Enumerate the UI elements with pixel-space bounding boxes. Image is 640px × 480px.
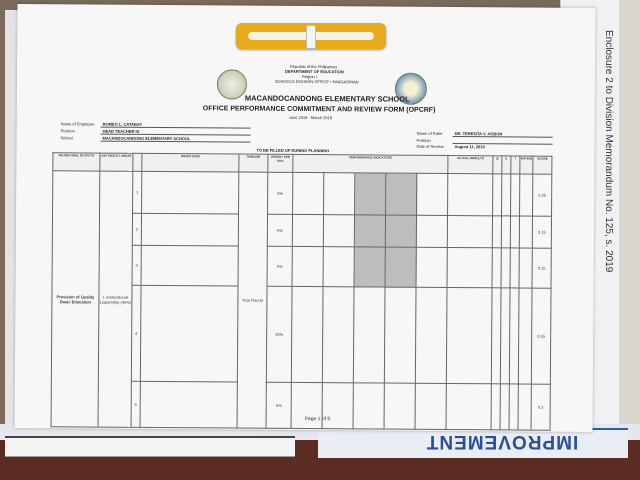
binder-clip <box>236 23 386 49</box>
indicator-cell <box>416 215 447 247</box>
header-kra: KEY RESULT AREAS <box>100 153 133 171</box>
indicator-cell <box>353 287 385 383</box>
e-cell <box>501 248 510 288</box>
rater-position-label: Position <box>416 137 431 143</box>
school-name: MACANDOCANDONG ELEMENTARY SCHOOL <box>244 93 410 104</box>
e-cell <box>500 384 509 430</box>
indicator-cell <box>354 247 385 287</box>
weight-cell: 15% <box>266 286 292 382</box>
row-number: 3 <box>132 245 141 285</box>
page-footer: Page 1 of 6 <box>304 416 331 423</box>
rating-cell <box>519 216 532 248</box>
rater-value: DR. TERESITA V. AGBON <box>454 131 503 137</box>
header-indicators: PERFORMANCE INDICATORS <box>293 154 448 173</box>
score-cell: 0.15 <box>532 248 551 288</box>
division-text: SCHOOLS DIVISION OFFICE • PANGASINAN <box>274 78 359 85</box>
position-label: Position <box>60 128 75 134</box>
deped-seal-icon <box>217 69 247 99</box>
timeline-cell: Year Round <box>237 172 268 428</box>
indicator-cell <box>384 383 415 429</box>
indicator-cell <box>416 247 447 287</box>
indicator-cell <box>292 214 323 246</box>
header-e: E <box>502 156 511 174</box>
republic-text: Republic of the Philippines <box>290 63 338 70</box>
indicator-cell <box>354 215 385 247</box>
indicator-cell <box>293 172 324 214</box>
school-label: School <box>60 135 73 141</box>
row-number: 5 <box>131 381 140 427</box>
objective-cell <box>141 213 238 246</box>
indicator-cell <box>323 215 354 247</box>
actual-result-cell <box>448 173 493 215</box>
side-document-caption: Enclosure 2 to Division Memorandum No. 125, s. 2019 <box>603 30 614 273</box>
indicator-cell <box>415 383 446 429</box>
header-mfo: MAJOR FINAL OUTPUTS <box>53 153 100 171</box>
score-cell: 0.25 <box>533 174 552 216</box>
weight-cell: 5% <box>266 382 291 428</box>
indicator-cell <box>384 287 416 383</box>
form-period: June 2018 - March 2019 <box>288 114 333 121</box>
objective-cell <box>141 245 238 286</box>
form-title: OFFICE PERFORMANCE COMMITMENT AND REVIEW FORM (OPCRF) <box>202 105 436 114</box>
q-cell <box>492 216 501 248</box>
t-cell <box>510 216 519 248</box>
t-cell <box>510 248 519 288</box>
header-actual: ACTUAL RESULTS <box>448 155 493 173</box>
t-cell <box>511 174 520 216</box>
indicator-cell <box>353 383 384 429</box>
weight-cell: 5% <box>267 246 292 286</box>
fill-note: TO BE FILLED UP DURING PLANNING <box>256 147 330 154</box>
header-weight: WEIGHT PER KRA <box>268 154 293 172</box>
score-cell: 0.15 <box>532 216 551 248</box>
indicator-cell <box>385 247 416 287</box>
row-number: 2 <box>132 213 141 245</box>
actual-result-cell <box>447 247 492 287</box>
rating-cell <box>519 248 532 288</box>
header-q: Q <box>493 156 502 174</box>
date-value: August 11, 2019 <box>454 144 485 150</box>
employee-name-value: ROMEO L. CATABAY <box>102 121 143 127</box>
school-value: MACANDOCANDONG ELEMENTARY SCHOOL <box>102 135 191 142</box>
indicator-cell <box>386 173 417 215</box>
objective-cell <box>142 171 239 214</box>
indicator-cell <box>292 246 323 286</box>
rating-cell <box>520 174 533 216</box>
rating-cell <box>518 288 532 384</box>
row-number: 1 <box>133 171 142 213</box>
indicator-cell <box>324 173 355 215</box>
actual-result-cell <box>446 383 491 429</box>
folder-label: IMPROVEMENT <box>425 431 579 452</box>
folder-strip <box>5 436 295 457</box>
kra-cell: I. Instructional Leadership (40%) <box>98 171 133 427</box>
actual-result-cell <box>447 215 492 247</box>
header-num <box>133 153 142 171</box>
e-cell <box>501 216 510 248</box>
indicator-cell <box>323 247 354 287</box>
objective-cell <box>140 381 237 428</box>
opcrf-table <box>51 152 553 430</box>
row-number: 4 <box>131 285 141 381</box>
score-cell: 0.2 <box>531 384 550 430</box>
indicator-cell <box>322 287 354 383</box>
indicator-cell <box>417 173 448 215</box>
date-label: Date of Review <box>416 143 444 149</box>
table-row <box>53 171 552 216</box>
q-cell <box>492 248 501 288</box>
employee-name-label: Name of Employee <box>60 121 95 127</box>
header-t: T <box>511 156 520 174</box>
region-text: Region I <box>301 73 317 80</box>
t-cell <box>509 384 518 430</box>
mfo-cell: Provision of Quality Basic Education <box>51 171 100 427</box>
department-text: DEPARTMENT OF EDUCATION <box>285 68 344 75</box>
opcrf-document <box>15 4 596 432</box>
objective-cell <box>140 285 238 382</box>
rater-label: Name of Rater <box>416 130 443 136</box>
q-cell <box>493 174 502 216</box>
header-rating: RATING <box>520 156 533 174</box>
header-objectives: OBJECTIVES <box>142 153 239 172</box>
school-line <box>101 141 251 143</box>
indicator-cell <box>355 173 386 215</box>
weight-cell: 5% <box>267 214 292 246</box>
header-score: SCORE <box>533 156 552 174</box>
weight-cell: 5% <box>268 172 293 214</box>
indicator-cell <box>291 286 323 382</box>
position-value: HEAD TEACHER III <box>102 128 139 134</box>
indicator-cell <box>415 287 447 383</box>
indicator-cell <box>385 215 416 247</box>
header-timeline: TIMELINE <box>239 154 268 172</box>
q-cell <box>491 384 500 430</box>
binder-clip-bar <box>306 25 316 49</box>
rating-cell <box>518 384 531 430</box>
e-cell <box>502 174 511 216</box>
actual-result-cell <box>446 287 492 383</box>
score-cell: 0.55 <box>531 288 551 384</box>
rater-line <box>453 136 553 138</box>
